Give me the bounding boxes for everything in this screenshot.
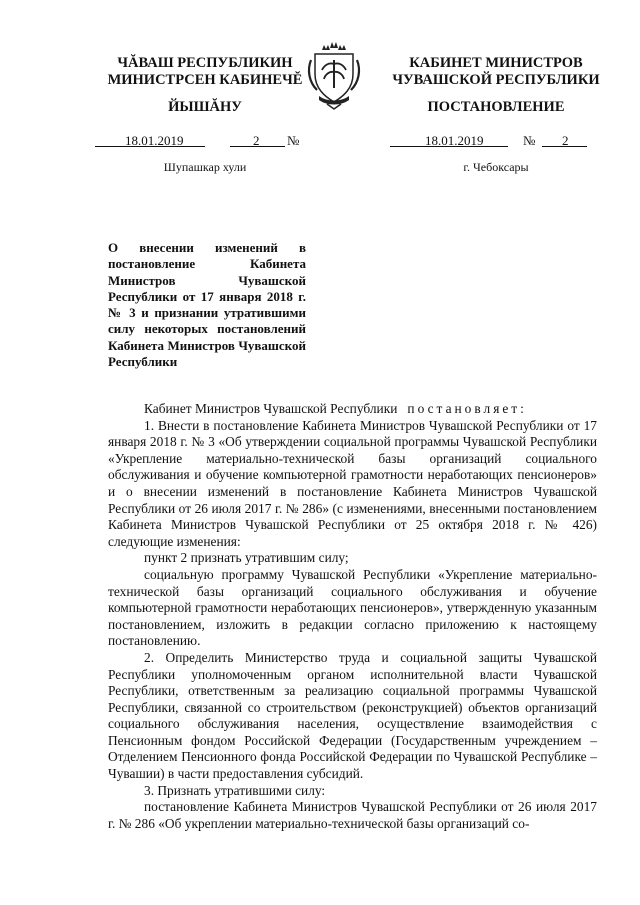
paragraph-2: пункт 2 признать утратившим силу; [144, 550, 349, 566]
right-city: г. Чебоксары [463, 160, 529, 174]
paragraph-1: 1. Внести в постановление Кабинета Министров Чувашской Республики от 17 января 2018 г. № 3 «Об утверждении социальной программы Чувашской Республики «Укрепление материально-технической базы организаций социального обслуживания и обучение компьютерной грамотности неработающих пенсионеров» и о внесении изменений в постановление Кабинета Министров Чувашской Республики от 26 июля 2017 г. № 286» (с изменениями, внесенными постановлением Кабинета Министров Чувашской Республики от 25 октября 2018 г. № 426) следующие изменения: [108, 417, 597, 549]
paragraph-5: 3. Признать утратившими силу: [144, 782, 326, 798]
header-left-line1: ЧĂВАШ РЕСПУБЛИКИН [117, 55, 293, 71]
intro-action: постановляет: [407, 401, 527, 416]
right-number: 2 [562, 133, 569, 148]
intro-paragraph [108, 401, 597, 418]
paragraph-6: постановление Кабинета Министров Чувашской Республики от 26 июля 2017 г. № 286 «Об укреплении материально-технической базы организаций со- [108, 799, 597, 831]
header-left-title: ЙЫШĂНУ [168, 99, 242, 115]
header-left-date-number [95, 133, 315, 149]
left-number-sign: № [287, 133, 300, 148]
header-left-org [95, 55, 315, 89]
header-left-line2: МИНИСТРСЕН КАБИНЕЧĔ [107, 72, 303, 88]
header-right-date-number [390, 133, 612, 149]
document-body [108, 401, 597, 832]
left-date: 18.01.2019 [125, 133, 184, 148]
intro-text: Кабинет Министров Чувашской Республики [144, 401, 398, 416]
document-subject: О внесении изменений в постановление Кабинета Министров Чувашской Республики от 17 января 2018 г. № 3 и признании утратившими силу некоторых постановлений Кабинета Министров Чувашской Республики [108, 240, 306, 370]
header-right-line1: КАБИНЕТ МИНИСТРОВ [409, 55, 583, 71]
right-date: 18.01.2019 [425, 133, 484, 148]
header-right-title: ПОСТАНОВЛЕНИЕ [427, 99, 565, 115]
header-right-line2: ЧУВАШСКОЙ РЕСПУБЛИКИ [392, 72, 600, 88]
coat-of-arms-emblem [305, 40, 363, 110]
left-number: 2 [253, 133, 260, 148]
right-number-sign: № [523, 133, 536, 148]
paragraph-4: 2. Определить Министерство труда и социальной защиты Чувашской Республики уполномоченным органом исполнительной власти Чувашской Республики, ответственным за реализацию социальной программы Чувашской Республики, связанной со строительством (реконструкцией) объектов организаций социального обслуживания населения, осуществление взаимодействия с Пенсионным фондом Российской Федерации (Государственным учреждением – Отделением Пенсионного фонда Российской Федерации по Чувашской Республике – Чувашии) в части предоставления субсидий. [108, 649, 597, 782]
left-city: Шупашкар хули [163, 160, 247, 174]
paragraph-3: социальную программу Чувашской Республики «Укрепление материально-технической базы организаций социального обслуживания и обучение компьютерной грамотности неработающих пенсионеров», утвержденную указанным постановлением, изложить в редакции согласно приложению к настоящему постановлению. [108, 566, 597, 649]
header-right-org [380, 55, 612, 89]
